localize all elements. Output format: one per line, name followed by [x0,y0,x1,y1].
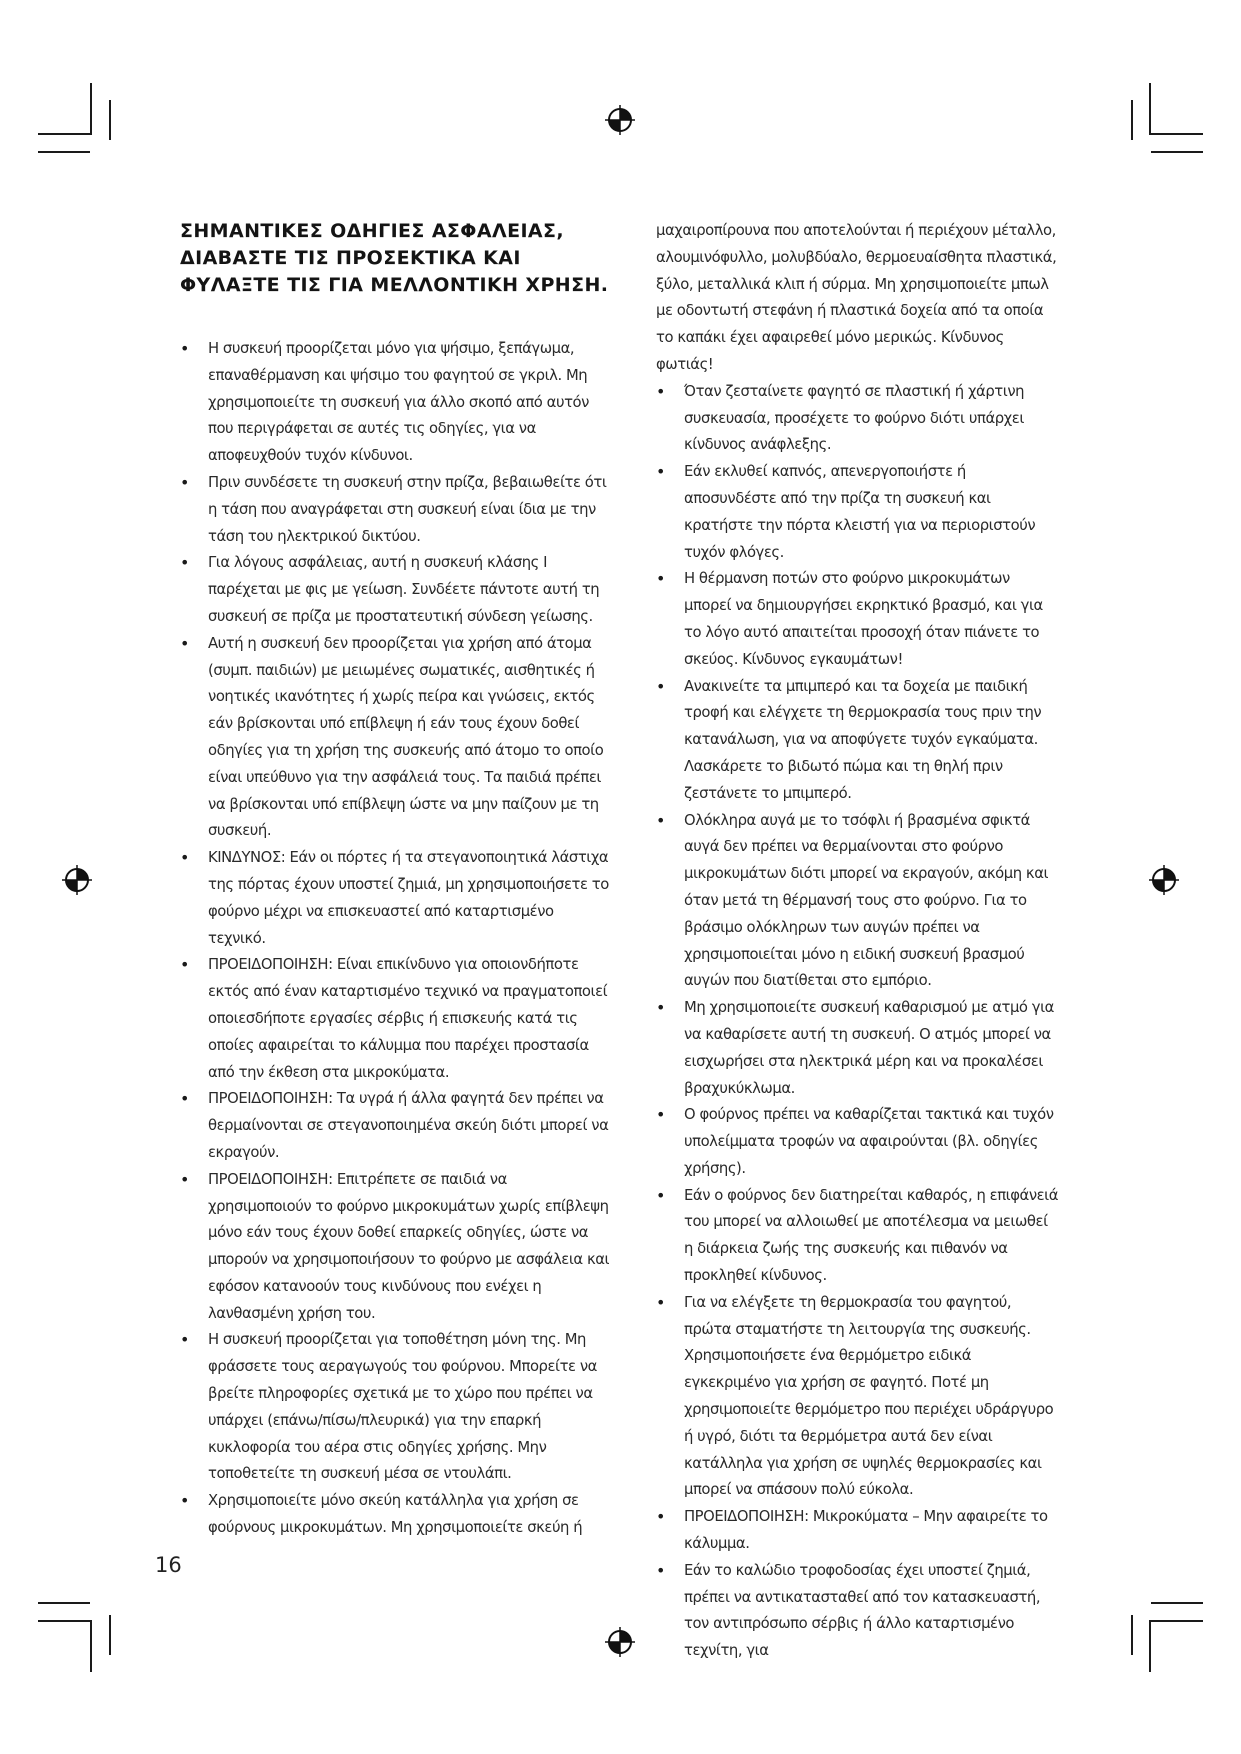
crop-mark [1151,151,1203,153]
crop-mark [1149,83,1151,135]
crop-mark [38,1602,90,1604]
safety-list-right [656,218,1060,1665]
list-item: • Εάν ο φούρνος δεν διατηρείται καθαρός, η επιφάνειά του μπορεί να αλλοιωθεί με αποτέλεσμα να μειωθεί η διάρκεια ζωής της συσκευής και πιθανόν να προκληθεί κίνδυνος. [656,1183,1060,1290]
page-title: ΣΗΜΑΝΤΙΚΕΣ ΟΔΗΓΙΕΣ ΑΣΦΑΛΕΙΑΣ, ΔΙΑΒΑΣΤΕ ΤΙΣ ΠΡΟΣΕΚΤΙΚΑ ΚΑΙ ΦΥΛΑΞΤΕ ΤΙΣ ΓΙΑ ΜΕΛΛΟΝΤΙΚΗ ΧΡΗΣΗ. [180,220,609,296]
crop-mark [38,1620,92,1622]
left-column [180,218,610,1542]
list-item: • Η συσκευή προορίζεται για τοποθέτηση μόνη της. Μη φράσσετε τους αεραγωγούς του φούρνου. Μπορείτε να βρείτε πληροφορίες σχετικά με το χώρο που πρέπει να υπάρχει (επάνω/πίσω/πλευρικά) για την επαρκή κυκλοφορία του αέρα στις οδηγίες χρήσης. Μην τοποθετείτε τη συσκευή μέσα σε ντουλάπι. [180,1327,610,1488]
list-item: • Πριν συνδέσετε τη συσκευή στην πρίζα, βεβαιωθείτε ότι η τάση που αναγράφεται στη συσκευή είναι ίδια με την τάση του ηλεκτρικού δικτύου. [180,470,610,550]
crop-mark [1149,133,1203,135]
crop-mark [1149,1620,1203,1622]
list-item: • Για λόγους ασφάλειας, αυτή η συσκευή κλάσης I παρέχεται με φις με γείωση. Συνδέετε πάντοτε αυτή τη συσκευή σε πρίζα με προστατευτική σύνδεση γείωσης. [180,550,610,630]
crop-mark [1131,1615,1133,1655]
list-item: • Για να ελέγξετε τη θερμοκρασία του φαγητού, πρώτα σταματήστε τη λειτουργία της συσκευής. Χρησιμοποιήσετε ένα θερμόμετρο ειδικά εγκεκριμένο για χρήση σε φαγητό. Ποτέ μη χρησιμοποιείτε θερμόμετρο που περιέχει υδράργυρο ή υγρό, διότι τα θερμόμετρα αυτά δεν είναι κατάλληλα για χρήση σε υψηλές θερμοκρασίες και μπορεί να σπάσουν πολύ εύκολα. [656,1290,1060,1504]
list-item: • Ανακινείτε τα μπιμπερό και τα δοχεία με παιδική τροφή και ελέγχετε τη θερμοκρασία τους πριν την κατανάλωση, για να αποφύγετε τυχόν εγκαύματα. Λασκάρετε το βιδωτό πώμα και τη θηλή πριν ζεστάνετε το μπιμπερό. [656,674,1060,808]
registration-mark-icon [1149,865,1179,895]
list-item: • Όταν ζεσταίνετε φαγητό σε πλαστική ή χάρτινη συσκευασία, προσέχετε το φούρνο διότι υπάρχει κίνδυνος ανάφλεξης. [656,379,1060,459]
list-item: • Η θέρμανση ποτών στο φούρνο μικροκυμάτων μπορεί να δημιουργήσει εκρηκτικό βρασμό, και για το λόγο αυτό απαιτείται προσοχή όταν πιάνετε το σκεύος. Κίνδυνος εγκαυμάτων! [656,566,1060,673]
list-item: • ΠΡΟΕΙΔΟΠΟΙΗΣΗ: Είναι επικίνδυνο για οποιονδήποτε εκτός από έναν καταρτισμένο τεχνικό να πραγματοποιεί οποιεσδήποτε εργασίες σέρβις ή επισκευής κατά τις οποίες αφαιρείται το κάλυμμα που παρέχει προστασία από την έκθεση στα μικροκύματα. [180,952,610,1086]
list-item: • Μη χρησιμοποιείτε συσκευή καθαρισμού με ατμό για να καθαρίσετε αυτή τη συσκευή. Ο ατμός μπορεί να εισχωρήσει στα ηλεκτρικά μέρη και να προκαλέσει βραχυκύκλωμα. [656,995,1060,1102]
crop-mark [90,83,92,135]
crop-mark [90,1620,92,1672]
list-item: • Εάν το καλώδιο τροφοδοσίας έχει υποστεί ζημιά, πρέπει να αντικατασταθεί από τον κατασκευαστή, τον αντιπρόσωπο σέρβις ή άλλο καταρτισμένο τεχνίτη, για [656,1558,1060,1665]
list-item-continuation: μαχαιροπίρουνα που αποτελούνται ή περιέχουν μέταλλο, αλουμινόφυλλο, μολυβδύαλο, θερμοευαίσθητα πλαστικά, ξύλο, μεταλλικά κλιπ ή σύρμα. Μη χρησιμοποιείτε μπωλ με οδοντωτή στεφάνη ή πλαστικά δοχεία από τα οποία το καπάκι έχει αφαιρεθεί μόνο μερικώς. Κίνδυνος φωτιάς! [656,222,1057,373]
list-item: • ΠΡΟΕΙΔΟΠΟΙΗΣΗ: Μικροκύματα – Μην αφαιρείτε το κάλυμμα. [656,1504,1060,1558]
list-item: • ΠΡΟΕΙΔΟΠΟΙΗΣΗ: Επιτρέπετε σε παιδιά να χρησιμοποιούν το φούρνο μικροκυμάτων χωρίς επίβλεψη μόνο εάν τους έχουν δοθεί επαρκείς οδηγίες, ώστε να μπορούν να χρησιμοποιήσουν το φούρνο με ασφάλεια και εφόσον κατανοούν τους κινδύνους που ενέχει η λανθασμένη χρήση του. [180,1167,610,1328]
crop-mark [38,133,92,135]
list-item: • ΚΙΝΔΥΝΟΣ: Εάν οι πόρτες ή τα στεγανοποιητικά λάστιχα της πόρτας έχουν υποστεί ζημιά, μη χρησιμοποιήσετε το φούρνο μέχρι να επισκευαστεί από καταρτισμένο τεχνικό. [180,845,610,952]
registration-mark-icon [62,865,92,895]
crop-mark [1151,1602,1203,1604]
crop-mark [109,100,111,140]
list-item: • Χρησιμοποιείτε μόνο σκεύη κατάλληλα για χρήση σε φούρνους μικροκυμάτων. Μη χρησιμοποιείτε σκεύη ή [180,1488,610,1542]
crop-mark [1149,1620,1151,1672]
list-item: • ΠΡΟΕΙΔΟΠΟΙΗΣΗ: Τα υγρά ή άλλα φαγητά δεν πρέπει να θερμαίνονται σε στεγανοποιημένα σκεύη διότι μπορεί να εκραγούν. [180,1086,610,1166]
crop-mark [38,151,90,153]
crop-mark [109,1615,111,1655]
list-item: • Εάν εκλυθεί καπνός, απενεργοποιήστε ή αποσυνδέστε από την πρίζα τη συσκευή και κρατήστε την πόρτα κλειστή για να περιοριστούν τυχόν φλόγες. [656,459,1060,566]
registration-mark-icon [605,1627,635,1657]
right-column [656,218,1060,1665]
list-item: • Αυτή η συσκευή δεν προορίζεται για χρήση από άτομα (συμπ. παιδιών) με μειωμένες σωματικές, αισθητικές ή νοητικές ικανότητες ή χωρίς πείρα και γνώσεις, εκτός εάν βρίσκονται υπό επίβλεψη ή εάν τους έχουν δοθεί οδηγίες για τη χρήση της συσκευής από άτομο το οποίο είναι υπεύθυνο για την ασφάλειά τους. Τα παιδιά πρέπει να βρίσκονται υπό επίβλεψη ώστε να μην παίζουν με τη συσκευή. [180,631,610,845]
page-number: 16 [155,1553,182,1577]
registration-mark-icon [605,105,635,135]
list-item: • Η συσκευή προορίζεται μόνο για ψήσιμο, ξεπάγωμα, επαναθέρμανση και ψήσιμο του φαγητού σε γκριλ. Μη χρησιμοποιείτε τη συσκευή για άλλο σκοπό από αυτόν που περιγράφεται σε αυτές τις οδηγίες, για να αποφευχθούν τυχόν κίνδυνοι. [180,336,610,470]
list-item: • Ολόκληρα αυγά με το τσόφλι ή βρασμένα σφικτά αυγά δεν πρέπει να θερμαίνονται στο φούρνο μικροκυμάτων διότι μπορεί να εκραγούν, ακόμη και όταν μετά τη θέρμανσή τους στο φούρνο. Για το βράσιμο ολόκληρων των αυγών πρέπει να χρησιμοποιείται μόνο η ειδική συσκευή βρασμού αυγών που διατίθεται στο εμπόριο. [656,808,1060,996]
list-item: • Ο φούρνος πρέπει να καθαρίζεται τακτικά και τυχόν υπολείμματα τροφών να αφαιρούνται (βλ. οδηγίες χρήσης). [656,1102,1060,1182]
crop-mark [1131,100,1133,140]
safety-list-left [180,336,610,1542]
